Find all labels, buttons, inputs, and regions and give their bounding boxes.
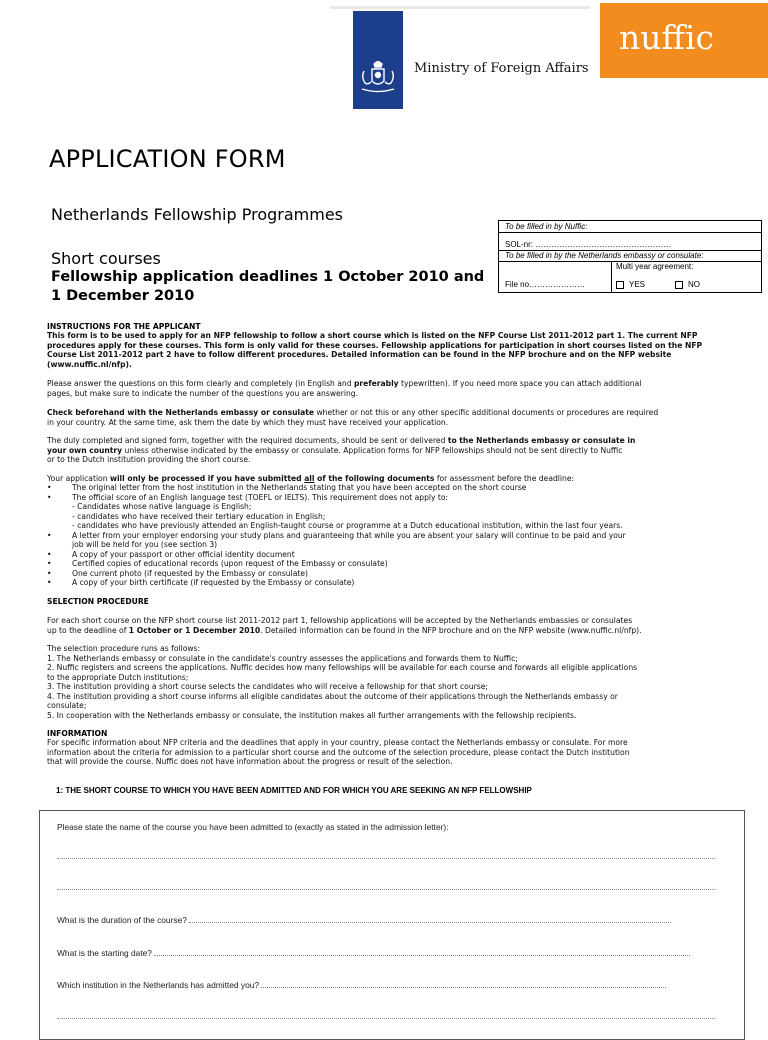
text-run: up to the deadline of [47,625,129,635]
text-run: typewritten). If you need more space you can attach additional [398,379,642,388]
instructions-heading: INSTRUCTIONS FOR THE APPLICANT [47,322,201,331]
instructions-para-check [47,408,729,417]
selection-step: consulate; [47,701,87,710]
multi-year-yes[interactable] [616,280,645,289]
instructions-intro-1: This form is to be used to apply for an NFP fellowship to follow a short course which is listed on the NFP Course List 2011-2012 part 1. The current NFP [47,331,698,340]
instructions-para-answer [47,379,729,388]
no-label: NO [688,280,700,289]
documents-intro [47,474,729,483]
selection-para-1-2 [47,626,729,635]
bold-run: preferably [353,379,399,388]
course-name-question: Please state the name of the course you have been admitted to (exactly as stated in the admission letter): [57,822,449,832]
bold-run: of the following documents [314,474,435,483]
text-run: whether or not this or any other specific additional documents or procedures are required [314,408,659,417]
bullet: • [47,568,52,578]
ministry-name: Ministry of Foreign Affairs [414,61,589,76]
bullet: • [47,578,52,587]
document-item: Certified copies of educational records (upon request of the Embassy or consulate) [72,559,388,568]
document-item: A copy of your birth certificate (if requested by the Embassy or consulate) [72,578,355,587]
toefl-exemption: - candidates who have received their tertiary education in English; [72,511,326,521]
course-type-title: Short courses [51,249,161,268]
bold-run: Check beforehand with the Netherlands embassy or consulate [47,408,315,417]
document-item: The original letter from the host institution in the Netherlands stating that you have been accepted on the short course [72,483,527,492]
deadline-line-2: 1 December 2010 [51,288,195,304]
instructions-para-check-2: in your country. At the same time, ask them the date by which they must have received your application. [47,417,449,427]
institution-label: Which institution in the Netherlands has admitted you? [57,980,260,990]
instructions-intro-4: (www.nuffic.nl/nfp). [47,359,132,369]
information-line: For specific information about NFP criteria and the deadlines that apply in your country, please contact the Netherlands embassy or consulate. For more [47,738,628,747]
yes-label: YES [629,280,646,289]
bold-run: 1 October or 1 December 2010 [128,625,261,635]
selection-step: 5. In cooperation with the Netherlands embassy or consulate, the institution makes all further arrangements with the fellowship recipients. [47,710,577,720]
instructions-intro-3: Course List 2011-2012 part 2 have to follow different procedures. Detailed information can be found in the NFP brochure and on the NFP website [47,350,672,359]
selection-heading: SELECTION PROCEDURE [47,597,149,606]
office-use-box [498,220,762,293]
nuffic-use-label: To be filled in by Nuffic: [499,221,761,233]
start-date-question [57,948,690,958]
bold-run: your own country [47,445,123,455]
instructions-para-send [47,436,729,445]
start-date-answer-line[interactable] [154,950,690,956]
yes-checkbox[interactable] [616,281,624,289]
course-name-line-1[interactable] [57,858,715,859]
selection-steps-intro: The selection procedure runs as follows: [47,644,201,653]
selection-step: to the appropriate Dutch institutions; [47,672,189,682]
course-name-line-2[interactable] [57,889,715,890]
document-item: The official score of an English language test (TOEFL or IELTS). This requirement does not apply to: [72,492,449,502]
selection-step: 3. The institution providing a short course selects the candidates who will receive a fellowship for that short course; [47,682,488,691]
text-run: Please answer the questions on this form clearly and completely (in English and [47,379,354,388]
bold-underline-run: all [304,474,315,483]
nuffic-logo-text: nuffic [619,18,714,57]
selection-para-1: For each short course on the NFP short course list 2011-2012 part 1, fellowship applications will be accepted by the Netherlands embassies or consulates [47,616,633,625]
text-run: unless otherwise indicated by the embassy or consulate. Application forms for NFP fellowships should not be sent directly to Nuffic [122,445,623,455]
document-item: A letter from your employer endorsing your study plans and guaranteeing that while you are absent your salary will continue to be paid and your [72,530,626,540]
duration-answer-line[interactable] [189,917,671,923]
instructions-para-send-3: or to the Dutch institution providing the short course. [47,455,251,464]
section-1-heading: 1: THE SHORT COURSE TO WHICH YOU HAVE BEEN ADMITTED AND FOR WHICH YOU ARE SEEKING AN NFP FELLOWSHIP [56,786,532,795]
start-date-label: What is the starting date? [57,948,152,958]
sol-number-field[interactable]: SOL-nr: …………………………………………… [499,233,761,251]
instructions-intro-2: procedures apply for these courses. This form is only valid for these courses. Fellowship applications for participation in short courses listed on the NFP [47,340,703,350]
institution-line-2[interactable] [57,1018,715,1019]
text-run: for assessment before the deadline: [434,474,575,483]
toefl-exemption: - candidates who have previously attended an English-taught course or programme at a Dutch educational institution, within the last four years. [72,521,623,530]
institution-question [57,980,666,990]
programme-title: Netherlands Fellowship Programmes [51,205,343,224]
institution-answer-line[interactable] [261,982,666,988]
text-run: . Detailed information can be found in the NFP brochure and on the NFP website (www.nuffic.nl/nfp). [260,625,642,635]
bullet: • [47,483,52,492]
duration-question [57,915,671,925]
text-run: Your application [47,474,110,483]
nuffic-logo [600,3,768,78]
multi-year-label: Multi year agreement: [616,262,694,271]
multi-year-no[interactable] [675,280,700,289]
instructions-para-send-2 [47,446,729,455]
government-logo [353,11,403,109]
instructions-para-answer-2: pages, but make sure to indicate the number of the questions you are answering. [47,388,358,398]
information-heading: INFORMATION [47,729,108,738]
bullet: • [47,530,52,540]
information-line: that will provide the course. Nuffic does not have information about the progress or result of the selection. [47,757,453,766]
bold-run: to the Netherlands embassy or consulate in [447,436,636,445]
bullet: • [47,492,52,502]
selection-step: 4. The institution providing a short course informs all eligible candidates about the outcome of their applications through the Netherlands embassy or [47,691,618,701]
selection-step: 2. Nuffic registers and screens the applications. Nuffic decides how many fellowships will be available for each course and forwards all eligible applications [47,663,638,672]
selection-step: 1. The Netherlands embassy or consulate in the candidate's country assesses the applications and forwards them to Nuffic; [47,653,518,663]
bold-run: will only be processed if you have submitted [109,474,305,483]
document-item-continuation: job will be held for you (see section 3) [72,540,218,549]
information-line: information about the criteria for admission to a particular short course and the outcome of the selection procedure, please contact the Dutch institution [47,747,630,757]
text-run: The duly completed and signed form, together with the required documents, should be sent or delivered [47,436,448,445]
office-box-divider [611,262,612,293]
embassy-use-label: To be filled in by the Netherlands embassy or consulate: [499,251,761,262]
form-title: APPLICATION FORM [49,145,286,173]
duration-label: What is the duration of the course? [57,915,187,925]
toefl-exemption: - Candidates whose native language is English; [72,502,252,511]
document-item: A copy of your passport or other official identity document [72,549,295,559]
no-checkbox[interactable] [675,281,683,289]
document-item: One current photo (if requested by the Embassy or consulate) [72,568,308,578]
header-divider [330,6,590,9]
deadline-line-1: Fellowship application deadlines 1 October 2010 and [51,269,485,285]
coat-of-arms-icon [358,61,398,95]
bullet: • [47,549,52,559]
bullet: • [47,559,52,568]
file-number-field[interactable]: File no………………… [505,280,586,289]
section-1-box [39,810,745,1040]
